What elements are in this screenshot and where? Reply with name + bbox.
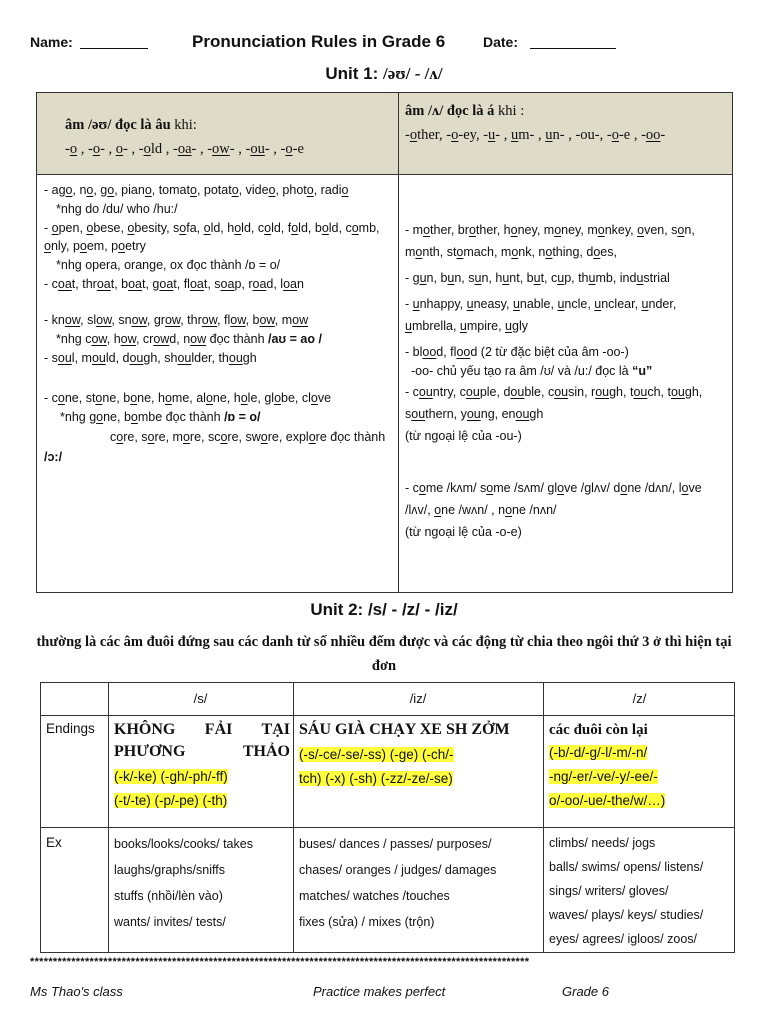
- uh-heading-text: âm /ʌ/ đọc là á khi :: [405, 103, 525, 119]
- name-label: Name:: [30, 34, 73, 50]
- iz-rules: (-s/-ce/-se/-ss) (-ge) (-ch/- tch) (-x) (-sh) (-zz/-ze/-se): [299, 747, 454, 786]
- unit1-title: Unit 1: /əʊ/ - /ʌ/: [325, 64, 443, 83]
- ou-example-o-e: - cone, stone, bone, home, alone, hole, globe, clove: [44, 391, 332, 405]
- unit1-uh-examples: [399, 175, 732, 592]
- s-mnemonic: KHÔNG FẢI TẠI PHƯƠNG THẢO: [114, 721, 290, 760]
- iz-example-line: matches/ watches /touches: [299, 889, 450, 903]
- ou-exception-cow: *nhg cow, how, crowd, now đọc thành /aʊ = ao /: [56, 332, 322, 346]
- s-rules: (-k/-ke) (-gh/-ph/-ff) (-t/-te) (-p/-pe) (-th): [114, 769, 228, 808]
- ou-exception-gone: *nhg gone, bombe đọc thành /ɒ = o/: [60, 410, 261, 424]
- uh-example-u: - gun, bun, sun, hunt, but, cup, thumb, industrial: [405, 271, 670, 285]
- col-header-s: /s/: [193, 691, 208, 706]
- z-example-line: waves/ plays/ keys/ studies/: [549, 908, 704, 922]
- iz-endings-cell: [299, 719, 539, 791]
- z-example-line: eyes/ agrees/ igloos/ zoos/: [549, 932, 697, 946]
- uh-example-o: - mother, brother, honey, money, monkey, oven, son, month, stomach, monk, nothing, does,: [405, 223, 695, 259]
- unit1-heading-ou: [37, 93, 399, 175]
- name-blank: [80, 48, 148, 49]
- date-blank: [530, 48, 616, 49]
- unit1-table: [36, 92, 733, 593]
- row-label-ex: Ex: [46, 835, 62, 850]
- worksheet-header: [30, 32, 750, 56]
- unit2-subtitle: thường là các âm đuôi đứng sau các danh từ số nhiều đếm được và các động từ chia theo ngôi thứ 3 ở thì hiện tại đơn: [36, 634, 732, 674]
- col-header-iz: /iz/: [409, 691, 427, 706]
- iz-examples-cell: [299, 831, 539, 935]
- star-separator: *************************************************************************************************************: [30, 956, 530, 968]
- footer: [30, 984, 750, 1004]
- ou-exception-do-who: *nhg do /du/ who /hu:/: [56, 202, 178, 216]
- s-example-line: laughs/graphs/sniffs: [114, 863, 225, 877]
- uh-example-o-e: - come /kʌm/ some /sʌm/ glove /glʌv/ done /dʌn/, love /lʌv/, one /wʌn/ , none /nʌn/: [405, 481, 702, 517]
- z-mnemonic: các đuôi còn lại: [549, 722, 648, 738]
- uh-example-un-um: - unhappy, uneasy, unable, uncle, unclear, under, umbrella, umpire, ugly: [405, 297, 677, 333]
- uh-example-oo: - blood, flood (2 từ đặc biệt của âm -oo-): [405, 345, 629, 359]
- z-example-line: sings/ writers/ gloves/: [549, 884, 669, 898]
- unit2-title: Unit 2: /s/ - /z/ - /iz/: [310, 600, 458, 619]
- ou-example-ow: - know, slow, snow, grow, throw, flow, bow, mow: [44, 313, 309, 327]
- ou-example-ou: - soul, mould, dough, shoulder, though: [44, 351, 257, 365]
- z-example-line: balls/ swims/ opens/ listens/: [549, 860, 704, 874]
- footer-motto: Practice makes perfect: [313, 984, 446, 999]
- uh-o-e-exception-note: (từ ngoại lệ của -o-e): [405, 525, 522, 539]
- z-example-line: climbs/ needs/ jogs: [549, 836, 656, 850]
- unit1-ou-examples: [37, 175, 399, 592]
- footer-grade: Grade 6: [562, 984, 609, 999]
- date-label: Date:: [483, 34, 519, 50]
- uh-patterns: -other, -o-ey, -u- , um- , un- , -ou-, -o-e , -oo-: [405, 127, 666, 143]
- iz-example-line: fixes (sửa) / mixes (trộn): [299, 915, 435, 929]
- worksheet-title: Pronunciation Rules in Grade 6: [192, 32, 446, 51]
- s-endings-cell: [114, 719, 290, 813]
- ou-example-initial-o: - open, obese, obesity, sofa, old, hold, cold, fold, bold, comb, only, poem, poetry: [44, 221, 380, 253]
- uh-ou-exception-note: (từ ngoại lệ của -ou-): [405, 429, 522, 443]
- z-endings-cell: [549, 719, 733, 813]
- iz-example-line: buses/ dances / passes/ purposes/: [299, 837, 492, 851]
- unit1-heading-uh: [399, 93, 732, 175]
- z-examples-cell: [549, 831, 733, 951]
- s-examples-cell: [114, 831, 290, 935]
- s-example-line: books/looks/cooks/ takes: [114, 837, 253, 851]
- iz-mnemonic: SÁU GIÀ CHẠY XE SH ZỞM: [299, 721, 510, 738]
- iz-example-line: chases/ oranges / judges/ damages: [299, 863, 497, 877]
- ou-heading-text: âm /əʊ/ đọc là âu khi:: [65, 117, 197, 133]
- unit2-table: [40, 682, 735, 953]
- uh-note-oo: -oo- chủ yếu tạo ra âm /ʊ/ và /u:/ đọc là “u”: [411, 364, 653, 378]
- ou-patterns: -o , -o- , o- , -old , -oa- , -ow- , -ou- , -o-e: [65, 141, 304, 157]
- s-example-line: stuffs (nhồi/lèn vào): [114, 889, 223, 903]
- uh-example-ou: - country, couple, double, cousin, rough, touch, tough, southern, young, enough: [405, 385, 703, 421]
- footer-class: Ms Thao's class: [30, 984, 123, 999]
- z-rules: (-b/-d/-g/-l/-m/-n/ -ng/-er/-ve/-y/-ee/- o/-oo/-ue/-the/w/…): [549, 745, 666, 808]
- col-header-z: /z/: [632, 691, 647, 706]
- s-example-line: wants/ invites/ tests/: [114, 915, 226, 929]
- ou-exception-opera: *nhg opera, orange, ox đọc thành /ɒ = o/: [56, 258, 281, 272]
- ou-example-oa: - coat, throat, boat, goat, float, soap, road, loan: [44, 277, 304, 291]
- ou-example-o: - ago, no, go, piano, tomato, potato, video, photo, radio: [44, 183, 349, 197]
- ou-exception-ore: core, sore, more, score, swore, explore đọc thành /ɔ:/: [44, 430, 386, 464]
- row-label-endings: Endings: [46, 721, 95, 736]
